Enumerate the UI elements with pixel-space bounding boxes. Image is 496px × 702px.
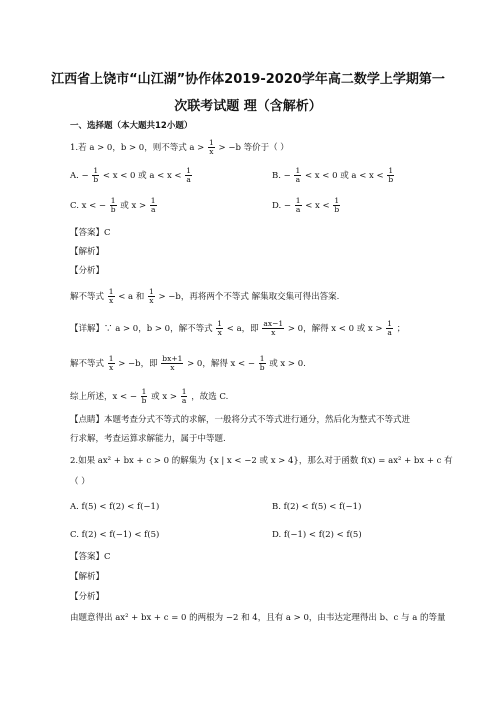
q2-jiexi: 【解析】 — [70, 572, 105, 582]
q1-frac: $\frac{1}{x}$ — [209, 138, 214, 156]
q2-option-b: B. f(2) < f(5) < f(−1) — [272, 502, 362, 512]
doc-title-line1: 江西省上饶市“山江湖”协作体2019-2020学年高二数学上学期第一 — [51, 72, 445, 87]
q1-option-d: D. − $\frac{1}{a}$ < x < $\frac{1}{b}$ — [272, 196, 340, 214]
q1-option-b: B. − $\frac{1}{a}$ < x < 0 或 a < x < $\frac{1}{b}$ — [272, 166, 394, 184]
q1-detail-2: 解不等式 $\frac{1}{x}$ > −b，即 $\frac{bx+1}{x}$ > 0，解得 x < − $\frac{1}{b}$ 或 x > 0. — [70, 354, 306, 372]
q2-analysis-text: 由题意得出 ax² + bx + c = 0 的两根为 −2 和 4，且有 a > 0，由韦达定理得出 b、c 与 a 的等量 — [70, 613, 446, 623]
q1-jiexi: 【解析】 — [70, 247, 105, 257]
q1-stem-c: > −b 等价于（ ） — [218, 143, 289, 153]
doc-title-line2: 次联考试题 理（含解析） — [174, 99, 322, 114]
q1-fenxi-text: 解不等式 $\frac{1}{x}$ < a 和 $\frac{1}{x}$ > −b，再将两个不等式 解集取交集可得出答案. — [70, 287, 340, 305]
q2-option-d: D. f(−1) < f(2) < f(5) — [272, 530, 362, 540]
q2-option-c: C. f(2) < f(−1) < f(5) — [70, 530, 160, 540]
q1-summary: 综上所述，x < − $\frac{1}{b}$ 或 x > $\frac{1}{a}$ ，故选 C. — [70, 387, 229, 405]
q1-answer: 【答案】C — [70, 228, 111, 238]
q1-option-a: A. − $\frac{1}{b}$ < x < 0 或 a < x < $\frac{1}{a}$ — [70, 166, 192, 184]
q1-stem — [70, 139, 289, 156]
q1-detail-1: 【详解】∵ a > 0，b > 0，解不等式 $\frac{1}{x}$ < a，即 $\frac{ax-1}{x}$ > 0，解得 x < 0 或 x > $\frac{1}{a}$ ； — [70, 319, 406, 337]
q1-stem-b: a > 0，b > 0，则不等式 a > — [89, 143, 205, 153]
q1-fenxi: 【分析】 — [70, 266, 105, 276]
q2-paren: （ ） — [70, 477, 90, 487]
q1-dianjing-1: 【点睛】本题考查分式不等式的求解，一般将分式不等式进行通分，然后化为整式不等式进 — [70, 415, 411, 425]
q1-dianjing-2: 行求解，考查运算求解能力，属于中等题. — [70, 434, 226, 444]
section-heading: 一、选择题（本大题共12小题） — [70, 121, 193, 131]
q1-stem-a: 1.若 — [70, 143, 87, 153]
q2-answer: 【答案】C — [70, 552, 111, 562]
q2-stem: 2.如果 ax² + bx + c > 0 的解集为 {x | x < −2 或 x > 4}，那么对于函数 f(x) = ax² + bx + c 有 — [70, 456, 453, 466]
q2-fenxi: 【分析】 — [70, 592, 105, 602]
q2-option-a: A. f(5) < f(2) < f(−1) — [70, 502, 160, 512]
q1-option-c: C. x < − $\frac{1}{b}$ 或 x > $\frac{1}{a}$ — [70, 196, 156, 214]
